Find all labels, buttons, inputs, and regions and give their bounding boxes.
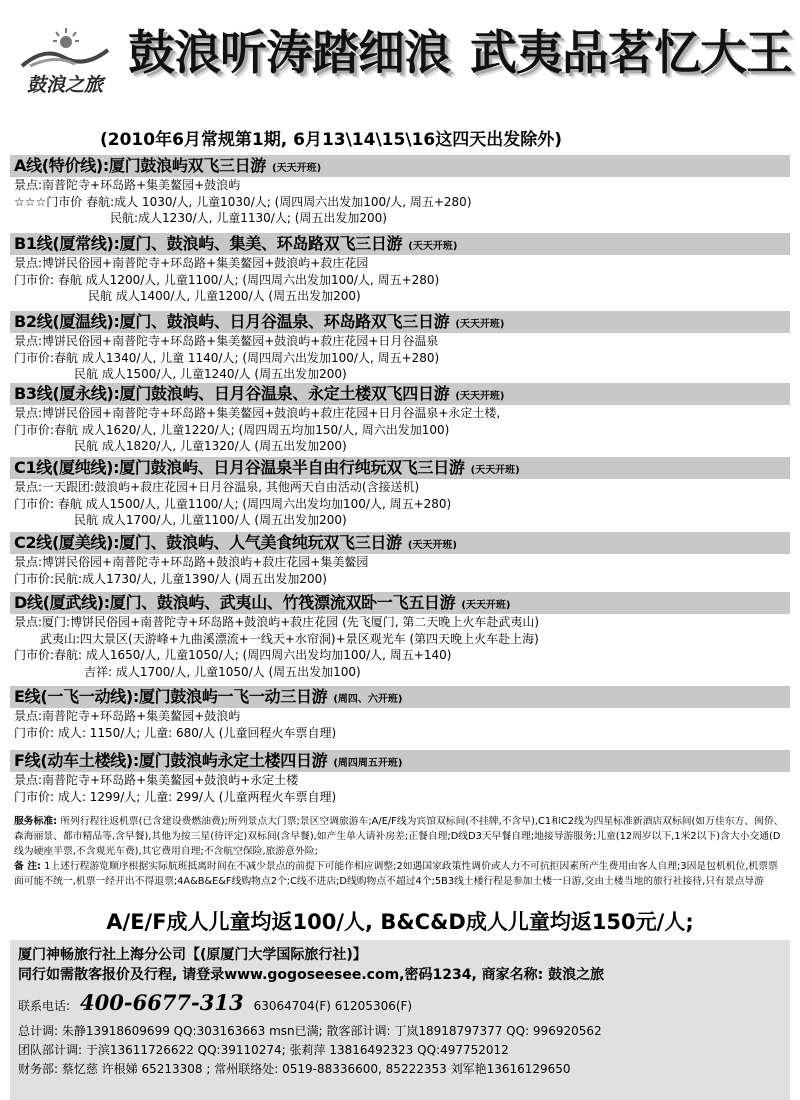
footer xyxy=(10,940,790,1100)
route-sights: 景点:南普陀寺+环岛路+集美鳌园+鼓浪屿 xyxy=(14,178,241,192)
route-price: 门市价: 成人: 1299/人; 儿童: 299/人 (儿童两程火车票自理) xyxy=(14,789,337,804)
route-a xyxy=(10,155,790,227)
terms xyxy=(14,814,786,889)
route-title: E线(一飞一动线):厦门鼓浪屿一飞一动三日游 (周四、六开班) xyxy=(10,686,790,708)
route-price: 民航:成人1230/人, 儿童1130/人; (周五出发加200) xyxy=(110,211,387,226)
contact-row: 团队部计调: 于滨13611726622 QQ:39110274; 张莉萍 13816492323 QQ:497752012 xyxy=(18,1043,509,1057)
route-sights: 景点:一天跟团:鼓浪屿+菽庄花园+日月谷温泉, 其他两天自由活动(含接送机) xyxy=(14,480,420,494)
route-price: 门市价:春航 成人1340/人, 儿童 1140/人; (周四周六出发加100/人, 周五+280) xyxy=(14,350,440,365)
wave-icon xyxy=(20,44,110,68)
route-title: A线(特价线):厦门鼓浪屿双飞三日游 (天天开班) xyxy=(10,155,790,177)
slogan-left: 鼓浪听涛踏细浪 xyxy=(128,26,450,81)
route-sights: 景点:南普陀寺+环岛路+集美鳌园+鼓浪屿 xyxy=(14,709,241,723)
route-sights: 景点:博饼民俗园+南普陀寺+环岛路+集美鳌园+鼓浪屿+菽庄花园 xyxy=(14,256,369,270)
route-price: 吉祥: 成人1700/人, 儿童1050/人 (周五出发加100) xyxy=(84,664,361,679)
route-price: 门市价:春航: 成人1650/人, 儿童1050/人; (周四周六出发均加100/人, 周五+140) xyxy=(14,648,452,663)
route-price: 门市价:民航:成人1730/人, 儿童1390/人 (周五出发加200) xyxy=(14,571,327,586)
route-sights: 景点:厦门:博饼民俗园+南普陀寺+环岛路+鼓浪屿+菽庄花园 (先飞厦门, 第二天晚上火车赴武夷山) xyxy=(14,615,540,629)
route-price: 民航 成人1820/人, 儿童1320/人 (周五出发加200) xyxy=(74,439,347,454)
route-e xyxy=(10,686,790,741)
rebate-banner: A/E/F成人儿童均返100/人, B&C&D成人儿童均返150元/人; xyxy=(106,910,694,934)
logo-text: 鼓浪之旅 xyxy=(26,74,103,96)
route-c1 xyxy=(10,457,790,529)
service-standard: 服务标准: 所列行程往返机票(已含建设费燃油费);所列景点大门票;景区空调旅游车;A/E/F线为宾馆双标间(不挂牌,不含早),C1和C2线为四星标准新酒店双标间(如万佳东方、闽侨、森海丽景、都市精品等,含早餐),其他为按三星(待评定)双标间(含早餐),如产生单人请补房差;正餐自理;D线D3天早餐自理;地接导游服务;儿童(12周岁以下,1米2以下)含大小交通(D线为硬座半票,不含观光车费),其它费用自理;不含航空保险,旅游意外险; xyxy=(14,816,784,857)
route-price: 门市价:春航 成人1620/人, 儿童1220/人; (周四周五均加150/人, 周六出发加100) xyxy=(14,422,450,437)
slogan-right: 武夷品茗忆大王 xyxy=(470,26,792,81)
route-price: 门市价: 成人: 1150/人; 儿童: 680/人 (儿童回程火车票自理) xyxy=(14,725,337,740)
route-sights: 景点:博饼民俗园+南普陀寺+环岛路+集美鳌园+鼓浪屿+菽庄花园+日月谷温泉 xyxy=(14,334,439,348)
remarks: 备 注: 1上述行程游览顺序根据实际航班抵离时间在不减少景点的前提下可能作相应调整;2如遇国家政策性调价或人力不可抗拒因素所产生费用由客人自理;3因是包机机位,机票票面可能不统一,机票一经开出不得退票;4A&B&E&F线购物点2个;C线不进店;D线购物点不超过4个;5B3线土楼行程是参加土楼一日游,交由土楼当地的旅行社接待,只有景点导游 xyxy=(14,861,778,887)
login-note: 同行如需散客报价及行程, 请登录www.gogoseesee.com,密码1234, 商家名称: 鼓浪之旅 xyxy=(18,967,605,983)
period-note: (2010年6月常规第1期, 6月13\14\15\16这四天出发除外) xyxy=(100,130,562,150)
route-sights: 景点:博饼民俗园+南普陀寺+环岛路+集美鳌园+鼓浪屿+菽庄花园+日月谷温泉+永定土楼, xyxy=(14,406,501,420)
route-title: C2线(厦美线):厦门、鼓浪屿、人气美食纯玩双飞三日游 (天天开班) xyxy=(10,532,790,554)
agency-name: 厦门神畅旅行社上海分公司【(原厦门大学国际旅行社)】 xyxy=(18,947,367,963)
route-b1 xyxy=(10,233,790,305)
route-title: B2线(厦温线):厦门、鼓浪屿、日月谷温泉、环岛路双飞三日游 (天天开班) xyxy=(10,311,790,333)
route-c2 xyxy=(10,532,790,587)
route-d xyxy=(10,592,790,680)
route-title: B1线(厦常线):厦门、鼓浪屿、集美、环岛路双飞三日游 (天天开班) xyxy=(10,233,790,255)
route-title: C1线(厦纯线):厦门鼓浪屿、日月谷温泉半自由行纯玩双飞三日游 (天天开班) xyxy=(10,457,790,479)
route-sights: 景点:南普陀寺+环岛路+集美鳌园+鼓浪屿+永定土楼 xyxy=(14,773,299,787)
route-sights: 景点:博饼民俗园+南普陀寺+环岛路+鼓浪屿+菽庄花园+集美鳌园 xyxy=(14,555,369,569)
contact-row: 财务部: 蔡忆慈 许根娣 65213308 ; 常州联络处: 0519-88336600, 85222353 刘军艳13616129650 xyxy=(18,1062,571,1076)
route-f xyxy=(10,750,790,805)
route-price: 民航 成人1700/人, 儿童1100/人 (周五出发加200) xyxy=(74,513,347,528)
route-price: ☆☆☆门市价 春航:成人 1030/人, 儿童1030/人; (周四周六出发加100/人, 周五+280) xyxy=(14,194,472,209)
header xyxy=(0,0,800,120)
route-b3 xyxy=(10,383,790,455)
route-price: 民航 成人1400/人, 儿童1200/人 (周五出发加200) xyxy=(88,289,361,304)
route-title: D线(厦武线):厦门、鼓浪屿、武夷山、竹筏漂流双卧一飞五日游 (天天开班) xyxy=(10,592,790,614)
contact-row: 总计调: 朱静13918609699 QQ:303163663 msn已满; 散客部计调: 丁岚18918797377 QQ: 996920562 xyxy=(18,1024,602,1038)
route-sights: 武夷山:四大景区(天游峰+九曲溪漂流+一线天+水帘洞)+景区观光车 (第四天晚上火车赴上海) xyxy=(40,631,539,646)
route-price: 门市价: 春航 成人1200/人, 儿童1100/人; (周四周六出发加100/人, 周五+280) xyxy=(14,272,440,287)
route-b2 xyxy=(10,311,790,383)
route-title: B3线(厦永线):厦门鼓浪屿、日月谷温泉、永定土楼双飞四日游 (天天开班) xyxy=(10,383,790,405)
contact-phone: 联系电话: 400-6677-313 63064704(F) 61205306(F) xyxy=(18,990,413,1015)
route-price: 民航 成人1500/人, 儿童1240/人 (周五出发加200) xyxy=(74,367,347,382)
logo xyxy=(20,28,110,98)
route-price: 门市价: 春航 成人1500/人, 儿童1100/人; (周四周六出发均加100/人, 周五+280) xyxy=(14,496,452,511)
route-title: F线(动车土楼线):厦门鼓浪屿永定土楼四日游 (周四周五开班) xyxy=(10,750,790,772)
